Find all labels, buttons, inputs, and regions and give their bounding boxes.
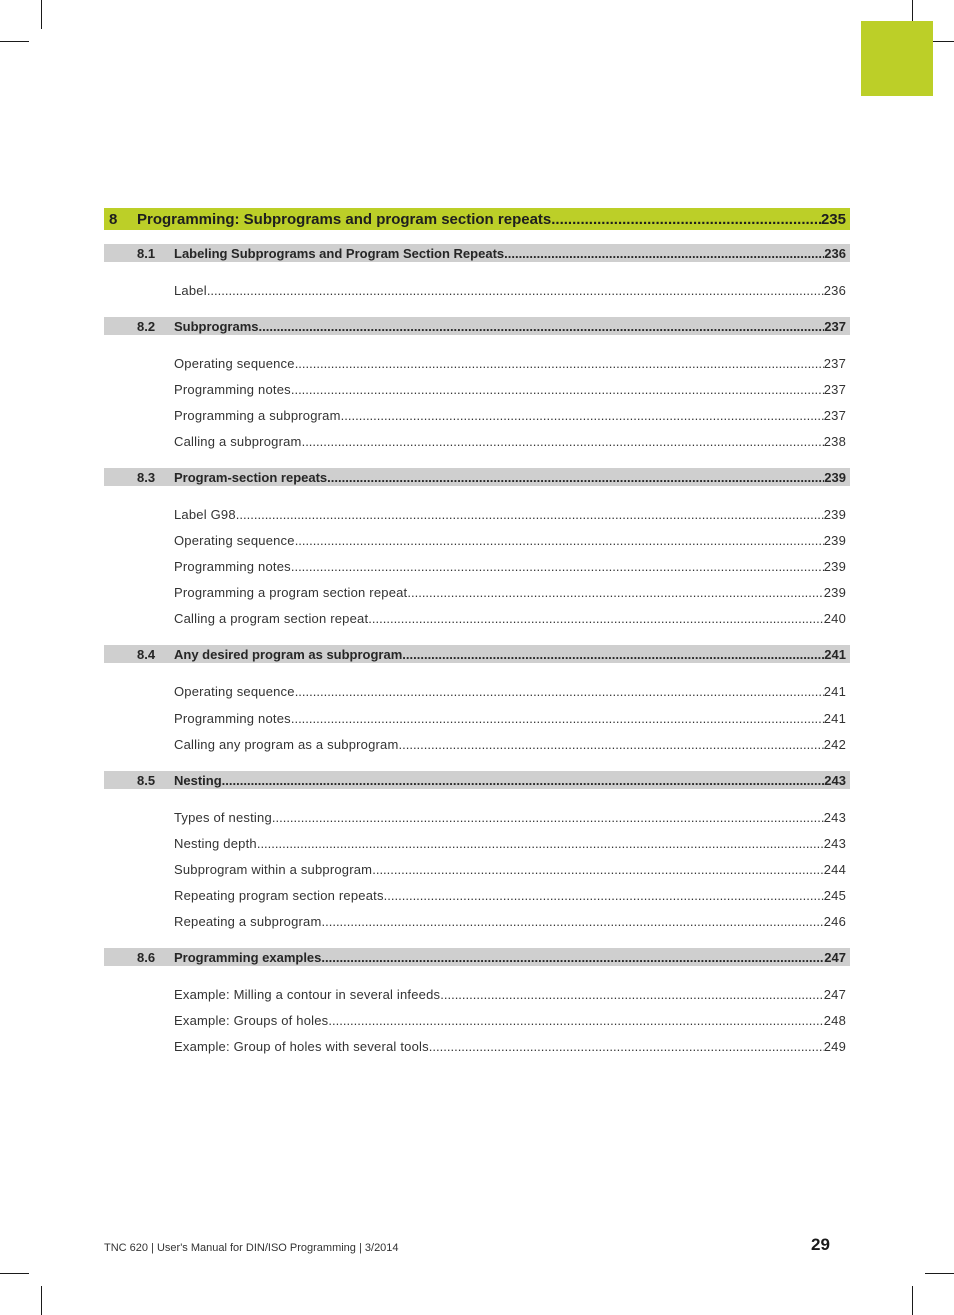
- dot-leader: [504, 246, 824, 261]
- page-ref: 236: [823, 282, 846, 298]
- entry-title: Programming notes: [174, 558, 291, 574]
- dot-leader: [399, 737, 824, 752]
- page-ref: 237: [824, 318, 846, 334]
- page-ref: 243: [823, 835, 846, 851]
- page-ref: 237: [823, 407, 846, 423]
- dot-leader: [384, 888, 824, 903]
- crop-mark: [912, 1286, 913, 1315]
- toc-entry-row[interactable]: [104, 834, 850, 852]
- crop-mark: [0, 41, 29, 42]
- section-number: 8.3: [137, 469, 156, 485]
- toc-section-row[interactable]: [104, 645, 850, 663]
- entry-title: Calling a program section repeat: [174, 610, 369, 626]
- page-ref: 243: [823, 809, 846, 825]
- toc-entry-row[interactable]: [104, 557, 850, 575]
- toc-entry-row[interactable]: [104, 985, 850, 1003]
- section-number: 8.1: [137, 245, 156, 261]
- page-ref: 241: [823, 683, 846, 699]
- section-number: 8.5: [137, 772, 156, 788]
- section-title: Labeling Subprograms and Program Section Repeats: [174, 245, 505, 261]
- toc-entry-row[interactable]: [104, 354, 850, 372]
- page-ref: 245: [823, 887, 846, 903]
- dot-leader: [272, 810, 824, 825]
- toc-section-row[interactable]: [104, 468, 850, 486]
- dot-leader: [551, 211, 821, 228]
- toc-section-row[interactable]: [104, 244, 850, 262]
- dot-leader: [222, 773, 825, 788]
- toc-entry-row[interactable]: [104, 886, 850, 904]
- entry-title: Example: Groups of holes: [174, 1012, 329, 1028]
- crop-mark: [925, 1273, 954, 1274]
- toc-entry-row[interactable]: [104, 1037, 850, 1055]
- page-ref: 249: [823, 1038, 846, 1054]
- toc-entry-row[interactable]: [104, 808, 850, 826]
- dot-leader: [295, 356, 824, 371]
- entry-title: Programming notes: [174, 381, 291, 397]
- page-ref: 240: [823, 610, 846, 626]
- dot-leader: [291, 382, 824, 397]
- entry-title: Calling any program as a subprogram: [174, 736, 399, 752]
- entry-title: Nesting depth: [174, 835, 257, 851]
- section-title: Nesting: [174, 772, 222, 788]
- page-ref: 248: [823, 1012, 846, 1028]
- toc-section-row[interactable]: [104, 948, 850, 966]
- page-ref: 247: [823, 986, 846, 1002]
- chapter-number: 8: [109, 210, 118, 228]
- section-title: Subprograms: [174, 318, 259, 334]
- entry-title: Repeating a subprogram: [174, 913, 322, 929]
- dot-leader: [341, 408, 824, 423]
- page-ref: 239: [823, 584, 846, 600]
- dot-leader: [407, 585, 823, 600]
- toc-entry-row[interactable]: [104, 735, 850, 753]
- page-ref: 239: [823, 506, 846, 522]
- section-number: 8.6: [137, 949, 156, 965]
- crop-mark: [933, 41, 954, 42]
- toc-entry-row[interactable]: [104, 609, 850, 627]
- toc-entry-row[interactable]: [104, 406, 850, 424]
- toc-entry-row[interactable]: [104, 1011, 850, 1029]
- page-ref: 236: [824, 245, 846, 261]
- dot-leader: [328, 1013, 823, 1028]
- dot-leader: [259, 319, 825, 334]
- entry-title: Operating sequence: [174, 532, 295, 548]
- page-ref: 238: [823, 433, 846, 449]
- page-ref: 237: [823, 381, 846, 397]
- entry-title: Label: [174, 282, 207, 298]
- entry-title: Programming notes: [174, 710, 291, 726]
- dot-leader: [327, 470, 824, 485]
- section-title: Any desired program as subprogram: [174, 646, 403, 662]
- entry-title: Programming a program section repeat: [174, 584, 408, 600]
- page-ref: 243: [824, 772, 846, 788]
- section-number: 8.2: [137, 318, 156, 334]
- toc-entry-row[interactable]: [104, 432, 850, 450]
- page-ref: 241: [823, 710, 846, 726]
- entry-title: Subprogram within a subprogram: [174, 861, 373, 877]
- footer-text: TNC 620 | User's Manual for DIN/ISO Programming | 3/2014: [104, 1242, 399, 1254]
- dot-leader: [291, 711, 824, 726]
- dot-leader: [295, 533, 824, 548]
- toc-section-row[interactable]: [104, 771, 850, 789]
- section-title: Programming examples: [174, 949, 322, 965]
- dot-leader: [321, 950, 824, 965]
- chapter-title: Programming: Subprograms and program section repeats: [137, 210, 552, 228]
- toc-entry-row[interactable]: [104, 281, 850, 299]
- entry-title: Label G98: [174, 506, 236, 522]
- dot-leader: [207, 283, 824, 298]
- toc-entry-row[interactable]: [104, 682, 850, 700]
- crop-mark: [41, 1286, 42, 1315]
- dot-leader: [368, 611, 823, 626]
- dot-leader: [291, 559, 824, 574]
- toc-entry-row[interactable]: [104, 709, 850, 727]
- crop-mark: [0, 1273, 29, 1274]
- page-ref: 246: [823, 913, 846, 929]
- page-ref: 239: [823, 558, 846, 574]
- chapter-color-tab: [861, 21, 933, 96]
- page-ref: 235: [820, 210, 846, 228]
- dot-leader: [372, 862, 823, 877]
- page-number: 29: [811, 1235, 830, 1254]
- toc-entry-row[interactable]: [104, 380, 850, 398]
- page-ref: 237: [823, 355, 846, 371]
- page-ref: 239: [824, 469, 846, 485]
- entry-title: Calling a subprogram: [174, 433, 302, 449]
- section-title: Program-section repeats: [174, 469, 328, 485]
- toc-entry-row[interactable]: [104, 583, 850, 601]
- dot-leader: [295, 684, 824, 699]
- page-ref: 242: [823, 736, 846, 752]
- entry-title: Programming a subprogram: [174, 407, 341, 423]
- dot-leader: [302, 434, 824, 449]
- entry-title: Repeating program section repeats: [174, 887, 384, 903]
- page-ref: 241: [824, 646, 846, 662]
- dot-leader: [429, 1039, 824, 1054]
- entry-title: Types of nesting: [174, 809, 272, 825]
- toc-section-row[interactable]: [104, 317, 850, 335]
- entry-title: Example: Milling a contour in several infeeds: [174, 986, 441, 1002]
- crop-mark: [912, 0, 913, 21]
- section-number: 8.4: [137, 646, 156, 662]
- dot-leader: [236, 507, 824, 522]
- dot-leader: [257, 836, 824, 851]
- entry-title: Example: Group of holes with several tools: [174, 1038, 429, 1054]
- entry-title: Operating sequence: [174, 683, 295, 699]
- dot-leader: [402, 647, 824, 662]
- entry-title: Operating sequence: [174, 355, 295, 371]
- toc-chapter-row[interactable]: [104, 208, 850, 230]
- dot-leader: [440, 987, 823, 1002]
- toc-entry-row[interactable]: [104, 912, 850, 930]
- crop-mark: [41, 0, 42, 29]
- toc-entry-row[interactable]: [104, 860, 850, 878]
- page-ref: 244: [823, 861, 846, 877]
- page-ref: 247: [824, 949, 846, 965]
- toc-entry-row[interactable]: [104, 531, 850, 549]
- page-ref: 239: [823, 532, 846, 548]
- toc-entry-row[interactable]: [104, 505, 850, 523]
- dot-leader: [322, 914, 824, 929]
